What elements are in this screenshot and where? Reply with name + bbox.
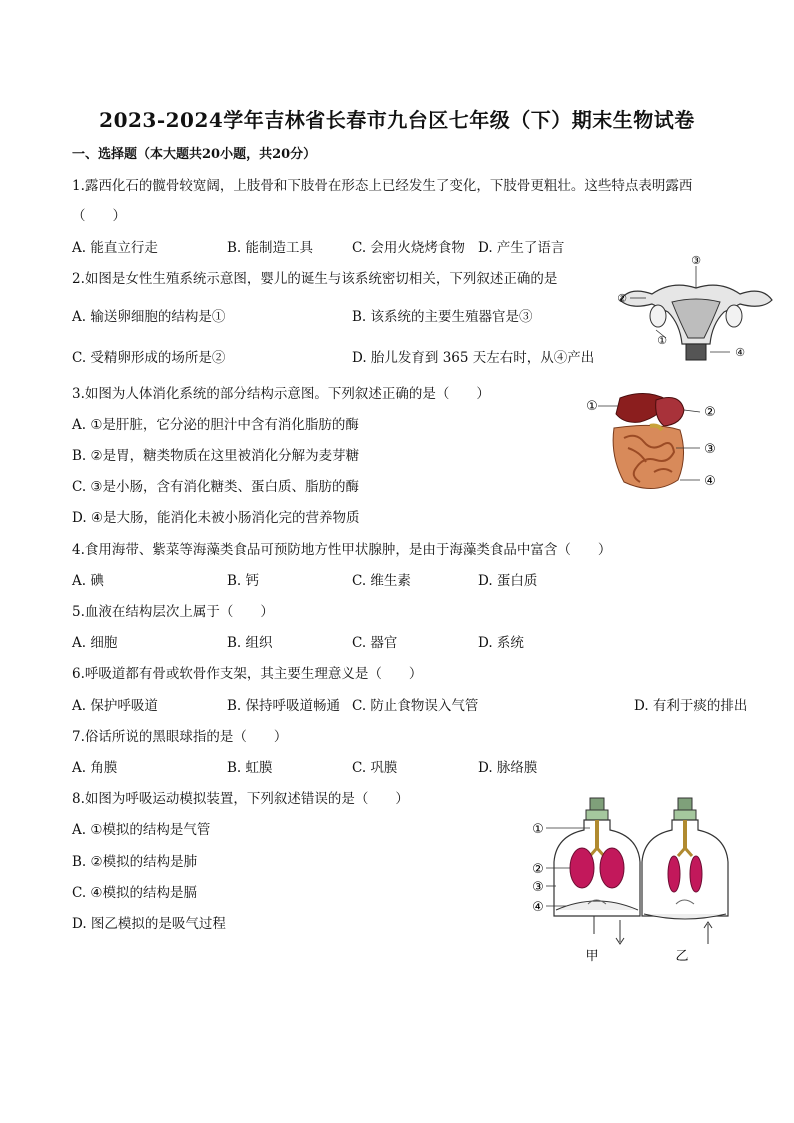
q3-option-d: D. ④是大肠，能消化未被小肠消化完的营养物质 <box>72 510 360 526</box>
q4-stem: 4.食用海带、紫菜等海藻类食品可预防地方性甲状腺肿，是由于海藻类食品中富含（ ） <box>72 542 612 558</box>
q1-stem: 1.露西化石的髋骨较宽阔，上肢骨和下肢骨在形态上已经发生了变化，下肢骨更粗壮。这些特点表明露西 <box>72 178 693 194</box>
q2-option-a: A. 输送卵细胞的结构是① <box>72 309 226 325</box>
q7-option-c: C. 巩膜 <box>352 760 398 776</box>
q3-option-b: B. ②是胃，糖类物质在这里被消化分解为麦芽糖 <box>72 448 360 464</box>
q1-option-a: A. 能直立行走 <box>72 240 158 256</box>
q8-option-b: B. ②模拟的结构是肺 <box>72 854 198 870</box>
q5-option-b: B. 组织 <box>227 635 273 651</box>
q1-stem-blank: （ ） <box>72 208 126 224</box>
q5-stem: 5.血液在结构层次上属于（ ） <box>72 604 274 620</box>
breathing-caption-yi: 乙 <box>675 949 689 964</box>
jar-yi <box>642 798 728 944</box>
q3-stem: 3.如图为人体消化系统的部分结构示意图。下列叙述正确的是（ ） <box>72 386 490 402</box>
breathing-label-4: ④ <box>532 900 544 915</box>
section-heading: 一、选择题（本大题共20小题，共20分） <box>72 147 317 162</box>
q7-option-a: A. 角膜 <box>72 760 118 776</box>
q6-option-d: D. 有利于痰的排出 <box>634 698 748 714</box>
q2-option-d: D. 胎儿发育到 365 天左右时，从④产出 <box>352 350 595 366</box>
q1-option-d: D. 产生了语言 <box>478 240 565 256</box>
q4-option-a: A. 碘 <box>72 573 104 589</box>
q4-option-b: B. 钙 <box>227 573 260 589</box>
q6-option-c: C. 防止食物误入气管 <box>352 698 479 714</box>
digestive-label-4: ④ <box>704 474 716 489</box>
page-title: 2023-2024学年吉林省长春市九台区七年级（下）期末生物试卷 <box>99 108 695 132</box>
digestive-label-2: ② <box>704 405 716 420</box>
reproductive-label-4: ④ <box>735 346 745 359</box>
reproductive-system-diagram <box>612 252 780 364</box>
breathing-label-3: ③ <box>532 880 544 895</box>
q7-option-b: B. 虹膜 <box>227 760 273 776</box>
q2-stem: 2.如图是女性生殖系统示意图，婴儿的诞生与该系统密切相关，下列叙述正确的是 <box>72 271 558 287</box>
breathing-model-diagram <box>526 792 742 968</box>
q8-option-c: C. ④模拟的结构是膈 <box>72 885 198 901</box>
q3-option-c: C. ③是小肠，含有消化糖类、蛋白质、脂肪的酶 <box>72 479 360 495</box>
q3-option-a: A. ①是肝脏，它分泌的胆汁中含有消化脂肪的酶 <box>72 417 359 433</box>
q2-option-b: B. 该系统的主要生殖器官是③ <box>352 309 533 325</box>
reproductive-label-1: ① <box>657 334 667 347</box>
q7-stem: 7.俗话所说的黑眼球指的是（ ） <box>72 729 288 745</box>
breathing-label-2: ② <box>532 862 544 877</box>
q5-option-a: A. 细胞 <box>72 635 118 651</box>
reproductive-label-2: ② <box>617 292 627 305</box>
breathing-caption-jia: 甲 <box>585 949 599 964</box>
reproductive-label-3: ③ <box>691 254 701 267</box>
q7-option-d: D. 脉络膜 <box>478 760 538 776</box>
jar-jia <box>554 798 640 944</box>
digestive-system-diagram <box>584 386 724 500</box>
q8-stem: 8.如图为呼吸运动模拟装置，下列叙述错误的是（ ） <box>72 791 409 807</box>
breathing-label-1: ① <box>532 822 544 837</box>
digestive-label-3: ③ <box>704 442 716 457</box>
q8-option-d: D. 图乙模拟的是吸气过程 <box>72 916 226 932</box>
q4-option-d: D. 蛋白质 <box>478 573 538 589</box>
q5-option-d: D. 系统 <box>478 635 524 651</box>
q6-option-b: B. 保持呼吸道畅通 <box>227 698 341 714</box>
q1-option-b: B. 能制造工具 <box>227 240 314 256</box>
q5-option-c: C. 器官 <box>352 635 398 651</box>
q4-option-c: C. 维生素 <box>352 573 411 589</box>
q1-option-c: C. 会用火烧烤食物 <box>352 240 465 256</box>
digestive-label-1: ① <box>586 399 598 414</box>
q2-option-c: C. 受精卵形成的场所是② <box>72 350 226 366</box>
q6-stem: 6.呼吸道都有骨或软骨作支架，其主要生理意义是（ ） <box>72 666 423 682</box>
q8-option-a: A. ①模拟的结构是气管 <box>72 822 211 838</box>
q6-option-a: A. 保护呼吸道 <box>72 698 158 714</box>
